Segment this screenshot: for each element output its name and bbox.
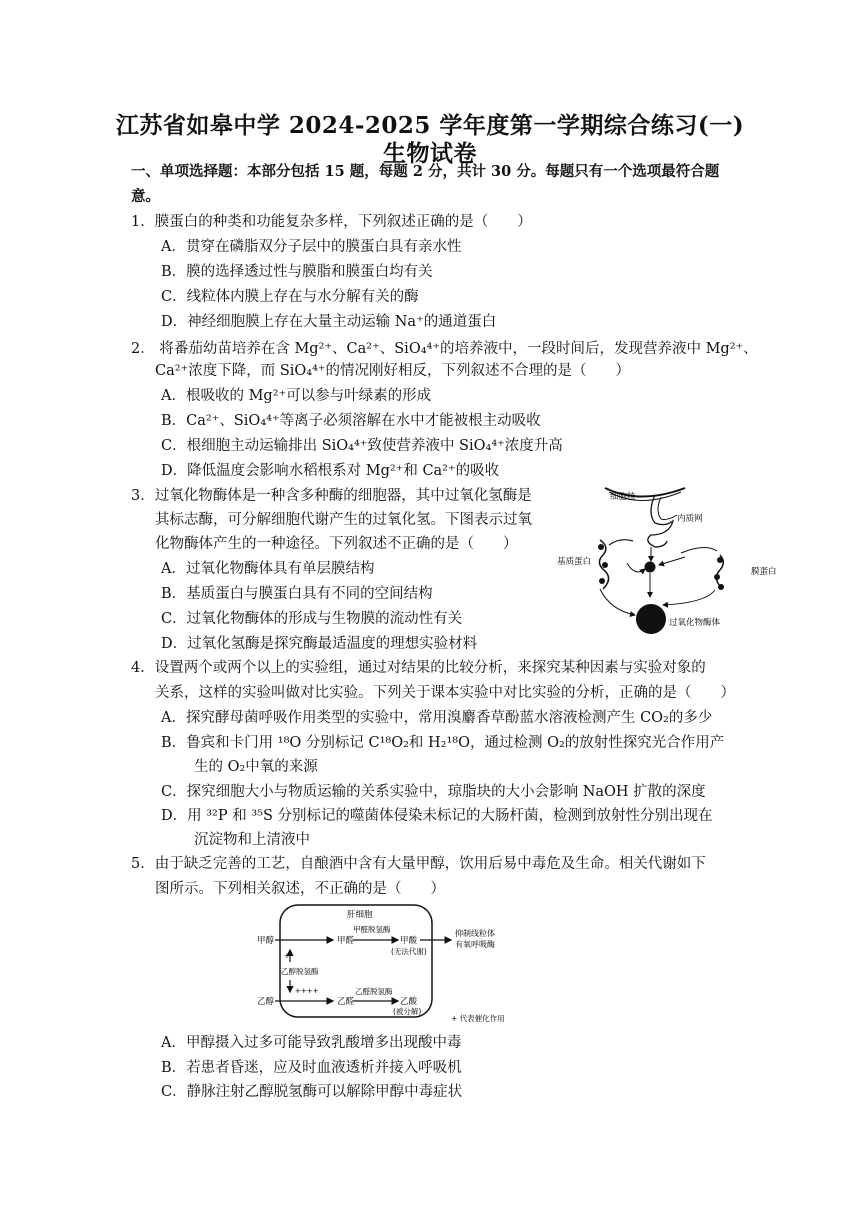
formaldehyde-dh-label: 甲醛脱氢酶	[353, 925, 391, 934]
q5-option-a: A．甲醇摄入过多可能导致乳酸增多出现酸中毒	[161, 1035, 462, 1051]
svg-text:+: +	[284, 952, 290, 960]
q4-option-b: B．鲁宾和卡门用 ¹⁸O 分别标记 C¹⁸O₂和 H₂¹⁸O，通过检测 O₂的放射性探究光合作用产	[161, 735, 725, 751]
q4-stem-cont: 关系，这样的实验叫做对比实验。下列关于课本实验中对比实验的分析，正确的是（ ）	[155, 685, 735, 701]
q5-option-c: C．静脉注射乙醇脱氢酶可以解除甲醇中毒症状	[161, 1084, 463, 1100]
q3-stem-cont1: 其标志酶，可分解细胞代谢产生的过氧化氢。下图表示过氧	[155, 512, 532, 528]
peroxisome	[636, 604, 666, 634]
q1-option-d: D．神经细胞膜上存在大量主动运输 Na⁺的通道蛋白	[161, 314, 497, 330]
acetic-acid-label: 乙酸	[400, 997, 418, 1007]
membrane-protein-label: 膜蛋白	[751, 567, 777, 577]
acetaldehyde-label: 乙醛	[337, 997, 355, 1007]
q3-option-c: C．过氧化物酶体的形成与生物膜的流动性有关	[161, 611, 463, 627]
methanol-label: 甲醇	[257, 936, 275, 946]
er-label: 内质网	[677, 514, 703, 524]
q3-option-a: A．过氧化物酶体具有单层膜结构	[161, 561, 375, 577]
formic-acid-note: (无法代谢)	[391, 947, 427, 956]
q1-option-c: C．线粒体内膜上存在与水分解有关的酶	[161, 289, 419, 305]
q3-option-d: D．过氧化氢酶是探究酶最适温度的理想实验材料	[161, 636, 478, 652]
q4-option-a: A．探究酵母菌呼吸作用类型的实验中，常用溴麝香草酚蓝水溶液检测产生 CO₂的多少	[161, 710, 713, 726]
matrix-protein-label: 基质蛋白	[557, 557, 592, 567]
q2-option-c: C．根细胞主动运输排出 SiO₄⁴⁺致使营养液中 SiO₄⁴⁺浓度升高	[161, 438, 563, 454]
acetaldehyde-dh-label: 乙醛脱氢酶	[355, 987, 393, 996]
q2-option-d: D．降低温度会影响水稻根系对 Mg²⁺和 Ca²⁺的吸收	[161, 463, 500, 479]
q4-option-c: C．探究细胞大小与物质运输的关系实验中，琼脂块的大小会影响 NaOH 扩散的深度	[161, 784, 706, 800]
inhibit-text-2: 有氧呼吸酶	[455, 940, 495, 949]
q5-stem: 5．由于缺乏完善的工艺，自酿酒中含有大量甲醇，饮用后易中毒危及生命。相关代谢如下	[131, 856, 706, 872]
inhibit-text-1: 抑制线粒体	[455, 929, 495, 938]
q3-stem: 3．过氧化物酶体是一种含多种酶的细胞器，其中过氧化氢酶是	[131, 488, 532, 504]
exam-subtitle: 生物试卷	[383, 140, 477, 167]
acetic-acid-note: (被分解)	[393, 1007, 422, 1016]
q4-option-d-cont: 沉淀物和上清液中	[194, 832, 310, 848]
liver-cell-label: 肝细胞	[347, 910, 373, 920]
catalysis-plus-marks: ++++	[295, 987, 319, 995]
q3-stem-cont2: 化物酶体产生的一种途径。下列叙述不正确的是（ ）	[155, 536, 518, 552]
q4-option-b-cont: 生的 O₂中氧的来源	[194, 759, 318, 775]
q1-stem: 1．膜蛋白的种类和功能复杂多样，下列叙述正确的是（ ）	[131, 214, 532, 230]
exam-title: 江苏省如皋中学 2024-2025 学年度第一学期综合练习(一)	[115, 112, 745, 139]
q2-option-a: A．根吸收的 Mg²⁺可以参与叶绿素的形成	[161, 388, 432, 404]
q5-option-b: B．若患者昏迷，应及时血液透析并接入呼吸机	[161, 1060, 462, 1076]
vesicle	[645, 562, 656, 573]
section-heading-cont: 意。	[131, 188, 160, 205]
peroxisome-label: 过氧化物酶体	[669, 618, 721, 628]
er-membrane	[648, 495, 673, 547]
nucleus-label: 细胞核	[610, 492, 636, 502]
q5-stem-cont: 图所示。下列相关叙述，不正确的是（ ）	[155, 881, 445, 897]
q2-option-b: B．Ca²⁺、SiO₄⁴⁺等离子必须溶解在水中才能被根主动吸收	[161, 413, 541, 429]
peroxisome-pathway-figure	[555, 485, 785, 640]
q1-option-a: A．贯穿在磷脂双分子层中的膜蛋白具有亲水性	[161, 239, 462, 255]
q2-stem-cont: Ca²⁺浓度下降，而 SiO₄⁴⁺的情况刚好相反，下列叙述不合理的是（ ）	[155, 363, 631, 379]
formic-acid-label: 甲酸	[400, 936, 418, 946]
q1-option-b: B．膜的选择透过性与膜脂和膜蛋白均有关	[161, 264, 433, 280]
q2-stem: 2． 将番茄幼苗培养在含 Mg²⁺、Ca²⁺、SiO₄⁴⁺的培养液中，一段时间后，发现营养液中 Mg²⁺、	[131, 341, 758, 357]
q4-stem: 4．设置两个或两个以上的实验组，通过对结果的比较分析，来探究某种因素与实验对象的	[131, 660, 706, 676]
ethanol-label: 乙醇	[257, 997, 275, 1007]
q3-option-b: B．基质蛋白与膜蛋白具有不同的空间结构	[161, 586, 433, 602]
q4-option-d: D．用 ³²P 和 ³⁵S 分别标记的噬菌体侵染未标记的大肠杆菌，检测到放射性分别出现在	[161, 808, 713, 824]
formaldehyde-label: 甲醛	[337, 936, 355, 946]
section-heading: 一、单项选择题：本部分包括 15 题，每题 2 分，共计 30 分。每题只有一个选项最符合题	[131, 163, 720, 180]
legend-note: + 代表催化作用	[451, 1014, 505, 1023]
methanol-metabolism-figure	[255, 900, 525, 1025]
adh-label: 乙醇脱氢酶	[281, 967, 319, 976]
